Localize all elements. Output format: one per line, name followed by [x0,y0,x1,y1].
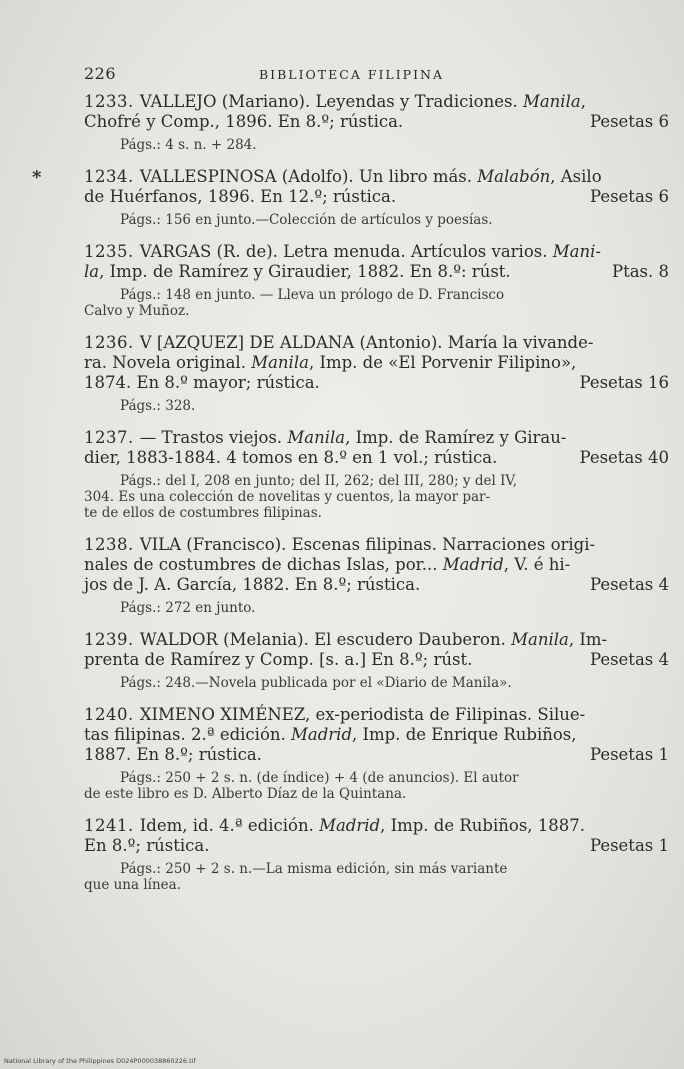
entry-note: Págs.: 272 en junto. [120,600,256,616]
entry-line: nales de costumbres de dichas Islas, por... Madrid, V. é hi- [84,555,571,574]
entry-number: 1239. [84,630,134,649]
entry-price: Ptas. 8 [611,262,669,281]
entry-note [84,473,669,521]
entry-note: Págs.: 156 en junto.—Colección de artículos y poesías. [120,212,493,228]
entry-price: Pesetas 40 [579,448,669,467]
entry-price: Pesetas 16 [579,373,669,392]
note-line: que una línea. [84,877,182,893]
entry-line: jos de J. A. García, 1882. En 8.º; rústica. [84,575,421,594]
entry-line: dier, 1883-1884. 4 tomos en 8.º en 1 vol.; rústica. [84,448,498,467]
entry-number: 1237. [84,428,134,447]
entry-line: WALDOR (Melania). El escudero Dauberon. Manila, Im- [139,630,608,649]
entry-number: 1235. [84,242,134,261]
entry-number: 1238. [84,535,134,554]
page-number: 226 [84,64,117,83]
entry-line: Chofré y Comp., 1896. En 8.º; rústica. [84,112,404,131]
entry-note: Págs.: 4 s. n. + 284. [120,137,257,153]
entry-line: V [AZQUEZ] DE ALDANA (Antonio). María la vivande- [139,333,594,352]
entry-line: VALLESPINOSA (Adolfo). Un libro más. Malabón, Asilo [139,167,602,186]
entry-line: tas filipinas. 2.ª edición. Madrid, Imp. de Enrique Rubiños, [84,725,577,744]
entry-1235 [84,242,669,319]
entry-line: VALLEJO (Mariano). Leyendas y Tradiciones. Manila, [139,92,586,111]
entry-line: VILA (Francisco). Escenas filipinas. Narraciones origi- [139,535,596,554]
note-line: te de ellos de costumbres filipinas. [84,505,322,521]
entry-note: Págs.: 248.—Novela publicada por el «Diario de Manila». [120,675,512,691]
entry-line: la, Imp. de Ramírez y Giraudier, 1882. En 8.º: rúst. [84,262,511,281]
entry-number: 1234. [84,167,134,186]
entry-1234 [32,167,669,228]
entry-1233 [84,92,669,153]
note-line: Calvo y Muñoz. [84,303,190,319]
bibliography-entries [32,92,669,907]
entry-price: Pesetas 1 [589,836,669,855]
note-line: Págs.: del I, 208 en junto; del II, 262; del III, 280; y del IV, [120,473,518,489]
note-line: Págs.: 250 + 2 s. n.—La misma edición, sin más variante [120,861,508,877]
entry-line: En 8.º; rústica. [84,836,210,855]
entry-note [84,287,669,319]
entry-number: 1240. [84,705,134,724]
entry-line: XIMENO XIMÉNEZ, ex-periodista de Filipinas. Silue- [139,705,586,724]
entry-price: Pesetas 6 [589,187,669,206]
page-header [84,64,654,84]
entry-line: ra. Novela original. Manila, Imp. de «El Porvenir Filipino», [84,353,577,372]
entry-1241 [84,816,669,893]
note-line: Págs.: 250 + 2 s. n. (de índice) + 4 (de anuncios). El autor [120,770,519,786]
asterisk-marker: * [32,167,42,188]
note-line: Págs.: 148 en junto. — Lleva un prólogo de D. Francisco [120,287,505,303]
entry-price: Pesetas 4 [589,575,669,594]
entry-note: Págs.: 328. [120,398,196,414]
entry-note [84,770,669,802]
entry-note [84,861,669,893]
note-line: de este libro es D. Alberto Díaz de la Quintana. [84,786,407,802]
entry-1240 [84,705,669,802]
entry-price: Pesetas 1 [589,745,669,764]
entry-1237 [84,428,669,521]
entry-number: 1233. [84,92,134,111]
entry-1239 [84,630,669,691]
entry-line: prenta de Ramírez y Comp. [s. a.] En 8.º; rúst. [84,650,473,669]
running-title: BIBLIOTECA FILIPINA [259,67,444,82]
entry-line: 1874. En 8.º mayor; rústica. [84,373,320,392]
entry-line: — Trastos viejos. Manila, Imp. de Ramírez y Girau- [139,428,567,447]
entry-line: de Huérfanos, 1896. En 12.º; rústica. [84,187,397,206]
entry-price: Pesetas 6 [589,112,669,131]
entry-number: 1241. [84,816,134,835]
entry-price: Pesetas 4 [589,650,669,669]
entry-number: 1236. [84,333,134,352]
library-stamp: National Library of the Philippines D024P000038860226.tif [4,1057,196,1065]
note-line: 304. Es una colección de novelitas y cuentos, la mayor par- [84,489,491,505]
entry-line: 1887. En 8.º; rústica. [84,745,262,764]
entry-1238 [84,535,669,616]
entry-line: VARGAS (R. de). Letra menuda. Artículos varios. Mani- [139,242,601,261]
entry-1236 [84,333,669,414]
entry-line: Idem, id. 4.ª edición. Madrid, Imp. de Rubiños, 1887. [139,816,586,835]
